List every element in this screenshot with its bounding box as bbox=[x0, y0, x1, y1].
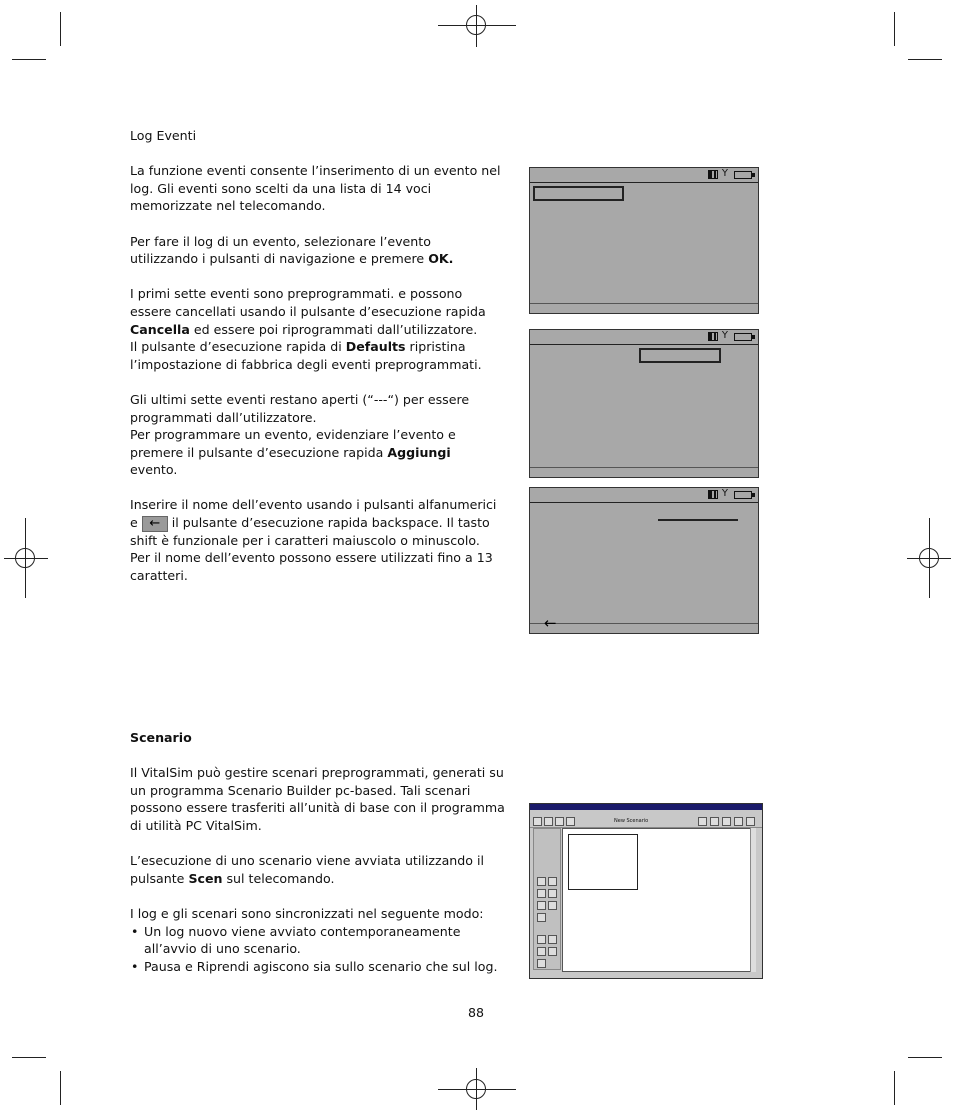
palette-button bbox=[537, 959, 546, 968]
crop-mark bbox=[60, 1071, 61, 1105]
status-bar bbox=[530, 168, 758, 183]
cancella-key-label: Cancella bbox=[130, 321, 190, 337]
scenario-canvas-title: New Scenario bbox=[614, 818, 649, 824]
palette-button bbox=[537, 913, 546, 922]
sync-bullet-list bbox=[130, 923, 506, 976]
softkey-bar bbox=[530, 467, 758, 477]
toolbar-button bbox=[698, 817, 707, 826]
antenna-icon: Y bbox=[721, 330, 728, 341]
softkey-bar bbox=[530, 303, 758, 313]
ok-key-label: OK. bbox=[428, 251, 454, 267]
scenario-paragraph-2: L’esecuzione di uno scenario viene avviata utilizzando il pulsante Scen sul telecomando. bbox=[130, 853, 484, 886]
log-eventi-paragraph-6: Per programmare un evento, evidenziare l’evento e premere il pulsante d’esecuzione rapida Aggiungi evento. bbox=[130, 427, 456, 478]
registration-mark bbox=[476, 5, 477, 47]
defaults-key-label: Defaults bbox=[345, 339, 406, 355]
toolbar-button bbox=[566, 817, 575, 826]
crop-mark bbox=[908, 59, 942, 60]
scenario-heading: Scenario bbox=[130, 730, 192, 745]
crop-mark bbox=[908, 1057, 942, 1058]
registration-mark bbox=[438, 25, 516, 26]
toolbar-button bbox=[533, 817, 542, 826]
palette-button bbox=[548, 901, 557, 910]
remote-screen-event-name-entry bbox=[529, 487, 759, 634]
log-eventi-paragraph-5: Gli ultimi sette eventi restano aperti (“---“) per essere programmati dall’utilizzatore. bbox=[130, 391, 470, 425]
softkey-bar bbox=[530, 614, 758, 633]
log-eventi-paragraph-3: I primi sette eventi sono preprogrammati. e possono essere cancellati usando il pulsante d’esecuzione rapida Cancella ed essere poi riprogrammati dall’utilizzatore. bbox=[130, 286, 486, 337]
palette-button bbox=[548, 947, 557, 956]
log-eventi-section bbox=[130, 127, 502, 584]
scen-key-label: Scen bbox=[188, 870, 223, 886]
antenna-icon: Y bbox=[721, 488, 728, 499]
registration-mark bbox=[907, 558, 951, 559]
remote-screen-event-select bbox=[529, 329, 759, 478]
log-eventi-heading: Log Eventi bbox=[130, 128, 197, 143]
log-eventi-paragraph-2: Per fare il log di un evento, selezionare l’evento utilizzando i pulsanti di navigazione e premere OK. bbox=[130, 233, 454, 267]
scenario-section bbox=[130, 729, 506, 975]
name-entry-underline bbox=[658, 519, 738, 521]
status-bar bbox=[530, 488, 758, 503]
backspace-icon: ← bbox=[544, 614, 557, 632]
toolbar bbox=[530, 816, 762, 828]
palette-button bbox=[537, 947, 546, 956]
page-number: 88 bbox=[468, 1005, 485, 1020]
palette-button bbox=[537, 935, 546, 944]
aggiungi-key-label: Aggiungi bbox=[387, 444, 451, 460]
selected-event-highlight bbox=[639, 348, 721, 363]
palette-button bbox=[548, 877, 557, 886]
palette-button bbox=[537, 889, 546, 898]
patient-info-panel bbox=[568, 834, 638, 890]
crop-mark bbox=[12, 59, 46, 60]
vertical-scrollbar bbox=[750, 828, 756, 972]
toolbar-button bbox=[544, 817, 553, 826]
registration-mark bbox=[476, 1068, 477, 1110]
antenna-icon: Y bbox=[721, 168, 728, 179]
scenario-paragraph-3: I log e gli scenari sono sincronizzati nel seguente modo: bbox=[130, 905, 484, 921]
toolbar-button bbox=[710, 817, 719, 826]
log-eventi-paragraph-4: Il pulsante d’esecuzione rapida di Defaults ripristina l’impostazione di fabbrica degli eventi preprogrammati. bbox=[130, 339, 482, 372]
crop-mark bbox=[60, 12, 61, 46]
signal-strength-icon bbox=[708, 332, 718, 341]
palette-button bbox=[537, 877, 546, 886]
registration-mark bbox=[438, 1089, 516, 1090]
signal-strength-icon bbox=[708, 170, 718, 179]
scenario-builder-window bbox=[529, 803, 763, 979]
toolbar-button bbox=[555, 817, 564, 826]
selected-event-highlight bbox=[533, 186, 624, 201]
battery-icon bbox=[734, 171, 752, 179]
log-eventi-paragraph-1: La funzione eventi consente l’inserimento di un evento nel log. Gli eventi sono scelti da una lista di 14 voci memorizzate nel telecomando. bbox=[130, 163, 501, 214]
palette-sidebar bbox=[533, 828, 561, 970]
palette-button bbox=[537, 901, 546, 910]
remote-screen-event-list bbox=[529, 167, 759, 314]
list-item: • Un log nuovo viene avviato contemporaneamente all’avvio di uno scenario. bbox=[130, 923, 506, 958]
battery-icon bbox=[734, 333, 752, 341]
toolbar-button bbox=[746, 817, 755, 826]
list-item: • Pausa e Riprendi agiscono sia sullo scenario che sul log. bbox=[130, 958, 506, 976]
log-eventi-paragraph-7: Inserire il nome dell’evento usando i pulsanti alfanumerici e ← il pulsante d’esecuzione rapida backspace. Il tasto shift è funzionale per i caratteri maiuscolo o minuscolo. Per il nome dell’evento possono essere utilizzati fino a 13 caratteri. bbox=[130, 497, 497, 583]
toolbar-button bbox=[734, 817, 743, 826]
scenario-paragraph-1: Il VitalSim può gestire scenari preprogrammati, generati su un programma Scenario Builder pc-based. Tali scenari possono essere trasferiti all’unità di base con il programma di utilità PC VitalSim. bbox=[130, 765, 505, 833]
crop-mark bbox=[894, 1071, 895, 1105]
status-bar bbox=[530, 330, 758, 345]
battery-icon bbox=[734, 491, 752, 499]
registration-mark bbox=[4, 558, 48, 559]
backspace-icon: ← bbox=[142, 516, 168, 532]
palette-button bbox=[548, 889, 557, 898]
toolbar-button bbox=[722, 817, 731, 826]
signal-strength-icon bbox=[708, 490, 718, 499]
crop-mark bbox=[894, 12, 895, 46]
palette-button bbox=[548, 935, 557, 944]
crop-mark bbox=[12, 1057, 46, 1058]
